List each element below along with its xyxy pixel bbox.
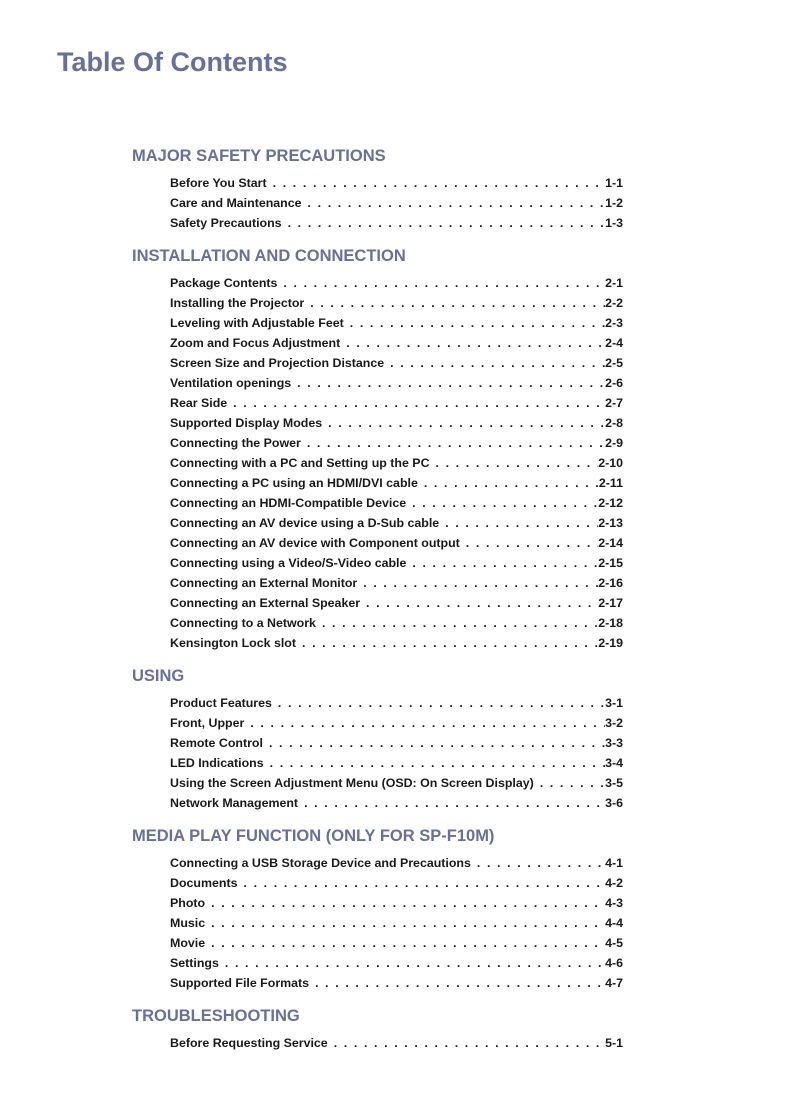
- toc-entry[interactable]: [170, 913, 623, 933]
- toc-entry-page-number: 2-4: [605, 336, 623, 350]
- toc-entry-label: Zoom and Focus Adjustment: [170, 336, 341, 350]
- toc-entry-label: Documents: [170, 876, 238, 890]
- toc-entry-page-number: 1-1: [605, 176, 623, 190]
- dot-leader: [304, 293, 605, 313]
- toc-entry[interactable]: [170, 513, 623, 533]
- toc-entry-page-number: 5-1: [605, 1036, 623, 1050]
- toc-entry-label: Front, Upper: [170, 716, 245, 730]
- page-title: Table Of Contents: [57, 47, 288, 77]
- toc-entry-label: Before You Start: [170, 176, 267, 190]
- toc-entry-page-number: 2-8: [605, 416, 623, 430]
- table-of-contents: [132, 146, 623, 1066]
- toc-entry[interactable]: [170, 293, 623, 313]
- dot-leader: [298, 793, 605, 813]
- toc-entry-page-number: 4-1: [605, 856, 623, 870]
- toc-entry-label: Network Management: [170, 796, 299, 810]
- toc-entry-label: Connecting an External Speaker: [170, 596, 361, 610]
- toc-entry-label: Safety Precautions: [170, 216, 282, 230]
- toc-entry[interactable]: [170, 373, 623, 393]
- dot-leader: [244, 713, 605, 733]
- toc-entry-page-number: 4-4: [605, 916, 623, 930]
- toc-entry-label: Supported File Formats: [170, 976, 310, 990]
- dot-leader: [302, 193, 606, 213]
- dot-leader: [406, 553, 598, 573]
- toc-entry[interactable]: [170, 873, 623, 893]
- section-title: TROUBLESHOOTING: [132, 1007, 300, 1025]
- toc-entry-label: Screen Size and Projection Distance: [170, 356, 385, 370]
- toc-entry-page-number: 2-18: [598, 616, 623, 630]
- toc-entry-label: Supported Display Modes: [170, 416, 323, 430]
- toc-entry-label: Photo: [170, 896, 206, 910]
- toc-entry-label: Connecting an HDMI-Compatible Device: [170, 496, 407, 510]
- toc-entry[interactable]: [170, 173, 623, 193]
- dot-leader: [328, 1033, 605, 1053]
- toc-entry-page-number: 2-19: [598, 636, 623, 650]
- toc-entry-page-number: 4-5: [605, 936, 623, 950]
- toc-entry-page-number: 3-1: [605, 696, 623, 710]
- toc-entry[interactable]: [170, 493, 623, 513]
- toc-entry[interactable]: [170, 433, 623, 453]
- toc-entry[interactable]: [170, 273, 623, 293]
- toc-entry[interactable]: [170, 953, 623, 973]
- toc-entry[interactable]: [170, 893, 623, 913]
- toc-section: [132, 1006, 623, 1053]
- toc-section: [132, 246, 623, 653]
- toc-entry[interactable]: [170, 933, 623, 953]
- dot-leader: [340, 333, 605, 353]
- toc-entry-label: Connecting an AV device using a D-Sub cable: [170, 516, 440, 530]
- toc-entry[interactable]: [170, 713, 623, 733]
- toc-entry-label: Kensington Lock slot: [170, 636, 296, 650]
- toc-entry-list: [170, 273, 623, 653]
- dot-leader: [460, 533, 598, 553]
- toc-entry-page-number: 1-3: [605, 216, 623, 230]
- toc-entry[interactable]: [170, 313, 623, 333]
- dot-leader: [316, 613, 598, 633]
- toc-entry[interactable]: [170, 773, 623, 793]
- toc-entry-page-number: 3-2: [605, 716, 623, 730]
- toc-entry-page-number: 3-6: [605, 796, 623, 810]
- dot-leader: [205, 913, 605, 933]
- toc-entry-page-number: 2-7: [605, 396, 623, 410]
- toc-entry-label: Movie: [170, 936, 206, 950]
- toc-entry-label: Settings: [170, 956, 219, 970]
- dot-leader: [471, 853, 605, 873]
- section-title: MAJOR SAFETY PRECAUTIONS: [132, 147, 386, 165]
- toc-entry-page-number: 4-7: [605, 976, 623, 990]
- toc-entry-page-number: 2-2: [605, 296, 623, 310]
- toc-entry[interactable]: [170, 393, 623, 413]
- dot-leader: [264, 753, 605, 773]
- toc-entry[interactable]: [170, 333, 623, 353]
- toc-entry-label: Package Contents: [170, 276, 278, 290]
- dot-leader: [219, 953, 605, 973]
- toc-entry-page-number: 1-2: [605, 196, 623, 210]
- dot-leader: [534, 773, 605, 793]
- toc-entry-label: Rear Side: [170, 396, 228, 410]
- toc-entry-page-number: 4-2: [605, 876, 623, 890]
- toc-entry-label: Connecting to a Network: [170, 616, 316, 630]
- toc-entry-page-number: 3-5: [605, 776, 623, 790]
- dot-leader: [227, 393, 605, 413]
- toc-section: [132, 826, 623, 993]
- toc-entry-label: Product Features: [170, 696, 272, 710]
- toc-entry-label: Remote Control: [170, 736, 263, 750]
- toc-entry-page-number: 3-4: [605, 756, 623, 770]
- toc-entry-label: Connecting an External Monitor: [170, 576, 358, 590]
- toc-entry-label: Music: [170, 916, 206, 930]
- section-title: INSTALLATION AND CONNECTION: [132, 247, 406, 265]
- toc-entry-label: Leveling with Adjustable Feet: [170, 316, 344, 330]
- toc-entry[interactable]: [170, 973, 623, 993]
- toc-entry[interactable]: [170, 793, 623, 813]
- toc-entry-page-number: 2-14: [598, 536, 623, 550]
- toc-entry-page-number: 3-3: [605, 736, 623, 750]
- toc-entry-page-number: 2-5: [605, 356, 623, 370]
- toc-entry-page-number: 2-17: [598, 596, 623, 610]
- toc-entry-page-number: 2-10: [598, 456, 623, 470]
- dot-leader: [439, 513, 598, 533]
- toc-entry-page-number: 2-13: [598, 516, 623, 530]
- toc-entry[interactable]: [170, 473, 623, 493]
- dot-leader: [301, 433, 605, 453]
- dot-leader: [296, 633, 598, 653]
- toc-entry-label: Before Requesting Service: [170, 1036, 328, 1050]
- toc-entry[interactable]: [170, 453, 623, 473]
- dot-leader: [430, 453, 599, 473]
- toc-entry-label: Connecting an AV device with Component output: [170, 536, 460, 550]
- toc-entry-list: [170, 853, 623, 993]
- toc-entry-label: Connecting with a PC and Setting up the PC: [170, 456, 430, 470]
- dot-leader: [418, 473, 599, 493]
- dot-leader: [205, 933, 605, 953]
- toc-entry[interactable]: [170, 613, 623, 633]
- toc-entry-list: [170, 173, 623, 233]
- dot-leader: [384, 353, 605, 373]
- toc-entry[interactable]: [170, 353, 623, 373]
- dot-leader: [357, 573, 598, 593]
- dot-leader: [272, 693, 605, 713]
- dot-leader: [282, 213, 606, 233]
- toc-entry-label: Connecting a USB Storage Device and Precautions: [170, 856, 471, 870]
- section-title: USING: [132, 667, 185, 685]
- toc-entry-page-number: 2-9: [605, 436, 623, 450]
- toc-entry[interactable]: [170, 1033, 623, 1053]
- dot-leader: [309, 973, 605, 993]
- dot-leader: [277, 273, 605, 293]
- toc-entry-label: Connecting a PC using an HDMI/DVI cable: [170, 476, 418, 490]
- dot-leader: [291, 373, 605, 393]
- toc-entry[interactable]: [170, 693, 623, 713]
- toc-entry[interactable]: [170, 213, 623, 233]
- dot-leader: [406, 493, 598, 513]
- toc-entry-page-number: 2-12: [598, 496, 623, 510]
- toc-entry[interactable]: [170, 753, 623, 773]
- section-title: MEDIA PLAY FUNCTION (ONLY FOR SP-F10M): [132, 827, 495, 845]
- toc-entry[interactable]: [170, 533, 623, 553]
- toc-entry[interactable]: [170, 193, 623, 213]
- toc-entry[interactable]: [170, 593, 623, 613]
- toc-entry-page-number: 2-1: [605, 276, 623, 290]
- toc-section: [132, 666, 623, 813]
- toc-entry[interactable]: [170, 413, 623, 433]
- toc-entry-label: Using the Screen Adjustment Menu (OSD: On Screen Display): [170, 776, 534, 790]
- toc-entry[interactable]: [170, 573, 623, 593]
- toc-entry[interactable]: [170, 853, 623, 873]
- toc-entry-label: Connecting using a Video/S-Video cable: [170, 556, 407, 570]
- toc-entry-list: [170, 1033, 623, 1053]
- dot-leader: [237, 873, 605, 893]
- toc-entry[interactable]: [170, 553, 623, 573]
- toc-entry-page-number: 4-3: [605, 896, 623, 910]
- toc-entry-page-number: 2-3: [605, 316, 623, 330]
- toc-entry-page-number: 2-11: [598, 476, 623, 490]
- toc-entry-label: LED Indications: [170, 756, 264, 770]
- toc-section: [132, 146, 623, 233]
- dot-leader: [344, 313, 605, 333]
- toc-entry-page-number: 4-6: [605, 956, 623, 970]
- dot-leader: [267, 173, 605, 193]
- toc-entry[interactable]: [170, 733, 623, 753]
- toc-entry-label: Installing the Projector: [170, 296, 305, 310]
- dot-leader: [205, 893, 605, 913]
- toc-entry-label: Connecting the Power: [170, 436, 301, 450]
- toc-entry-page-number: 2-15: [598, 556, 623, 570]
- toc-entry-label: Ventilation openings: [170, 376, 292, 390]
- toc-entry-label: Care and Maintenance: [170, 196, 302, 210]
- toc-entry[interactable]: [170, 633, 623, 653]
- dot-leader: [322, 413, 605, 433]
- dot-leader: [360, 593, 598, 613]
- toc-entry-list: [170, 693, 623, 813]
- dot-leader: [263, 733, 605, 753]
- toc-entry-page-number: 2-16: [598, 576, 623, 590]
- toc-entry-page-number: 2-6: [605, 376, 623, 390]
